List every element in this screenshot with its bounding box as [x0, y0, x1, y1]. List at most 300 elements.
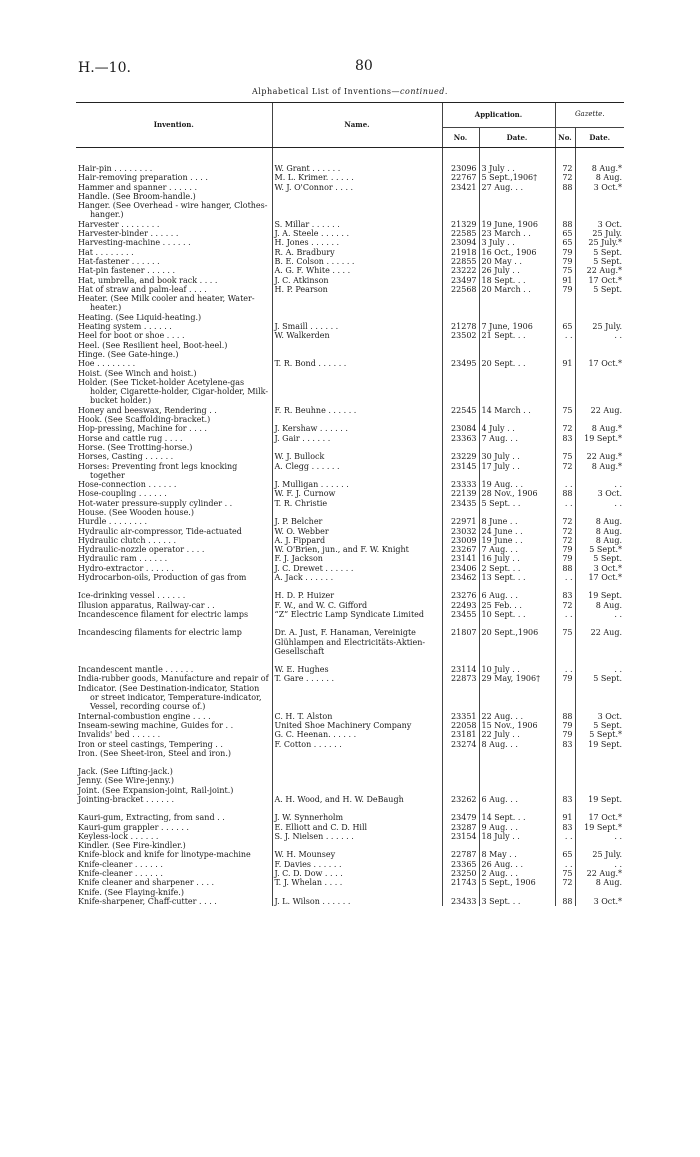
invention-text: Indicator. (See Destination-indicator, Station or street indicator, Temperature-indicator, Vessel, recording course of.) — [78, 683, 262, 712]
invention-cell — [76, 173, 272, 182]
app-date-cell — [479, 313, 555, 322]
app-date-cell — [479, 415, 555, 424]
gazette-number-cell: 88 — [555, 564, 575, 573]
app-number-cell — [442, 369, 479, 378]
gazette-date-cell — [575, 508, 624, 517]
gazette-number-cell: 91 — [555, 359, 575, 368]
gazette-number-cell: 65 — [555, 229, 575, 238]
spacer-cell — [575, 758, 624, 767]
app-number-cell: 23365 — [442, 860, 479, 869]
gazette-number-cell: 83 — [555, 591, 575, 600]
app-number-cell: 23154 — [442, 832, 479, 841]
name-cell: C. H. T. Alston — [272, 712, 442, 721]
table-row — [76, 665, 624, 674]
app-date-cell: 24 June . . — [479, 527, 555, 536]
app-date-cell: 19 June, 1906 — [479, 220, 555, 229]
invention-cell — [76, 665, 272, 674]
gazette-number-cell: 72 — [555, 601, 575, 610]
spacer-cell — [555, 804, 575, 813]
invention-text: Hose-connection . . . . . . — [78, 480, 177, 490]
app-date-cell — [479, 508, 555, 517]
table-row — [76, 341, 624, 350]
col-app-date: Date. — [479, 128, 555, 148]
app-number-cell: 23141 — [442, 554, 479, 563]
invention-text: Jointing-bracket . . . . . . — [78, 795, 174, 804]
gazette-date-cell: 3 Oct. — [575, 220, 624, 229]
table-row — [76, 721, 624, 730]
app-number-cell: 23229 — [442, 452, 479, 461]
gazette-number-cell: 72 — [555, 527, 575, 536]
invention-text: Knife-cleaner . . . . . . — [78, 869, 163, 879]
table-row — [76, 591, 624, 600]
name-cell: S. Millar . . . . . . — [272, 220, 442, 229]
gazette-date-cell: 19 Sept. — [575, 740, 624, 749]
gazette-date-cell — [575, 350, 624, 359]
name-cell: T. J. Whelan . . . . — [272, 878, 442, 887]
name-cell — [272, 888, 442, 897]
gazette-date-cell: 3 Oct.* — [575, 564, 624, 573]
app-number-cell — [442, 508, 479, 517]
app-date-cell: 14 March . . — [479, 406, 555, 415]
gazette-number-cell — [555, 776, 575, 785]
invention-text: Jack. (See Lifting-jack.) — [78, 767, 173, 777]
app-date-cell — [479, 888, 555, 897]
name-cell — [272, 415, 442, 424]
app-number-cell: 23462 — [442, 573, 479, 582]
app-number-cell — [442, 767, 479, 776]
table-row — [76, 350, 624, 359]
gazette-date-cell: . . — [575, 665, 624, 674]
gazette-number-cell: 83 — [555, 823, 575, 832]
gazette-date-cell: 25 July. — [575, 850, 624, 859]
app-date-cell: 18 July . . — [479, 832, 555, 841]
app-date-cell: 14 Sept. . . — [479, 813, 555, 822]
app-number-cell: 22873 — [442, 674, 479, 683]
app-number-cell — [442, 313, 479, 322]
app-number-cell: 23262 — [442, 795, 479, 804]
gazette-date-cell — [575, 841, 624, 850]
table-row — [76, 860, 624, 869]
gazette-number-cell — [555, 684, 575, 712]
table-row — [76, 527, 624, 536]
table-row — [76, 173, 624, 182]
app-number-cell: 23267 — [442, 545, 479, 554]
name-cell — [272, 378, 442, 406]
app-number-cell: 23287 — [442, 823, 479, 832]
table-row — [76, 415, 624, 424]
gazette-number-cell — [555, 508, 575, 517]
invention-cell — [76, 229, 272, 238]
app-number-cell: 23274 — [442, 740, 479, 749]
app-number-cell: 23455 — [442, 610, 479, 619]
app-number-cell: 23351 — [442, 712, 479, 721]
app-date-cell — [479, 767, 555, 776]
gazette-date-cell — [575, 341, 624, 350]
gazette-date-cell: 3 Oct. — [575, 712, 624, 721]
app-date-cell: 13 Sept. . . — [479, 573, 555, 582]
gazette-date-cell: 8 Aug. — [575, 878, 624, 887]
table-row — [76, 823, 624, 832]
invention-cell — [76, 452, 272, 461]
invention-text: Hydraulic air-compressor, Tide-actuated — [78, 526, 242, 536]
gazette-number-cell — [555, 369, 575, 378]
gazette-number-cell: 91 — [555, 813, 575, 822]
app-number-cell — [442, 684, 479, 712]
gazette-number-cell: . . — [555, 499, 575, 508]
gazette-date-cell: 22 Aug. — [575, 628, 624, 656]
invention-text: Knife-sharpener, Chaff-cutter . . . . — [78, 896, 217, 906]
gazette-number-cell — [555, 313, 575, 322]
invention-text: Jenny. (See Wire-jenny.) — [78, 776, 174, 786]
gazette-date-cell: 8 Aug. — [575, 601, 624, 610]
invention-text: Heel. (See Resilient heel, Boot-heel.) — [78, 340, 228, 350]
gazette-number-cell: 83 — [555, 795, 575, 804]
invention-text: Hammer and spanner . . . . . . — [78, 182, 197, 192]
app-number-cell: 22585 — [442, 229, 479, 238]
gazette-date-cell — [575, 776, 624, 785]
app-number-cell — [442, 749, 479, 758]
gazette-date-cell: . . — [575, 331, 624, 340]
gazette-number-cell: 75 — [555, 869, 575, 878]
app-number-cell — [442, 378, 479, 406]
invention-cell — [76, 415, 272, 424]
app-number-cell: 23222 — [442, 266, 479, 275]
table-row — [76, 285, 624, 294]
invention-text: Horses: Preventing front legs knocking together — [78, 461, 238, 480]
invention-text: Hose-coupling . . . . . . — [78, 489, 167, 499]
name-cell — [272, 749, 442, 758]
invention-cell — [76, 674, 272, 683]
invention-cell — [76, 350, 272, 359]
app-date-cell — [479, 841, 555, 850]
gazette-date-cell: 8 Aug.* — [575, 424, 624, 433]
app-number-cell: 21918 — [442, 248, 479, 257]
gazette-date-cell: 22 Aug.* — [575, 266, 624, 275]
invention-text: Hydro-extractor . . . . . . — [78, 563, 174, 573]
gazette-number-cell: 72 — [555, 878, 575, 887]
invention-cell — [76, 897, 272, 906]
gazette-date-cell: 25 July. — [575, 229, 624, 238]
invention-cell — [76, 749, 272, 758]
gazette-number-cell: 65 — [555, 850, 575, 859]
spacer-cell — [442, 619, 479, 628]
gazette-date-cell: 19 Sept.* — [575, 434, 624, 443]
table-row — [76, 897, 624, 906]
app-date-cell: 30 July . . — [479, 452, 555, 461]
gazette-number-cell: 79 — [555, 545, 575, 554]
gazette-number-cell: 88 — [555, 712, 575, 721]
invention-cell — [76, 266, 272, 275]
table-row — [76, 888, 624, 897]
app-date-cell: 2 Sept. . . — [479, 564, 555, 573]
app-date-cell: 6 Aug. . . — [479, 591, 555, 600]
invention-text: Hat, umbrella, and book rack . . . . — [78, 275, 218, 285]
app-date-cell: 4 July . . — [479, 424, 555, 433]
gazette-date-cell: 19 Sept. — [575, 591, 624, 600]
invention-cell — [76, 860, 272, 869]
app-number-cell: 21807 — [442, 628, 479, 656]
invention-text: Kauri-gum, Extracting, from sand . . — [78, 813, 225, 823]
table-row — [76, 322, 624, 331]
app-date-cell: 22 Aug. . . — [479, 712, 555, 721]
name-cell: H. P. Pearson — [272, 285, 442, 294]
app-number-cell: 23502 — [442, 331, 479, 340]
invention-text: Honey and beeswax, Rendering . . — [78, 405, 217, 415]
invention-text: Knife-cleaner . . . . . . — [78, 859, 163, 869]
caption-continued: continued. — [400, 87, 448, 96]
app-date-cell — [479, 776, 555, 785]
spacer-cell — [575, 804, 624, 813]
gazette-number-cell: 91 — [555, 276, 575, 285]
app-date-cell: 8 June . . — [479, 517, 555, 526]
table-row — [76, 229, 624, 238]
gazette-number-cell: . . — [555, 832, 575, 841]
table-row — [76, 480, 624, 489]
gazette-number-cell: 88 — [555, 183, 575, 192]
gazette-number-cell — [555, 841, 575, 850]
gazette-number-cell: 88 — [555, 489, 575, 498]
name-cell: “Z” Electric Lamp Syndicate Limited — [272, 610, 442, 619]
gazette-date-cell — [575, 378, 624, 406]
page-number: 80 — [355, 58, 373, 74]
app-number-cell — [442, 341, 479, 350]
name-cell: F. Davies . . . . . . — [272, 860, 442, 869]
invention-text: Holder. (See Ticket-holder Acetylene-gas holder, Cigarette-holder, Cigar-holder, Milk-bucket holder.) — [78, 377, 269, 406]
app-date-cell: 5 Sept., 1906 — [479, 878, 555, 887]
app-date-cell: 10 Sept. . . — [479, 610, 555, 619]
table-row — [76, 238, 624, 247]
gazette-date-cell: . . — [575, 499, 624, 508]
invention-cell — [76, 684, 272, 712]
gazette-date-cell: 25 July. — [575, 322, 624, 331]
table-row — [76, 434, 624, 443]
app-number-cell — [442, 192, 479, 201]
app-number-cell: 23363 — [442, 434, 479, 443]
gazette-number-cell — [555, 415, 575, 424]
app-number-cell: 23497 — [442, 276, 479, 285]
name-cell: A. G. F. White . . . . — [272, 266, 442, 275]
invention-cell — [76, 148, 272, 174]
gazette-date-cell — [575, 415, 624, 424]
app-number-cell — [442, 350, 479, 359]
name-cell — [272, 369, 442, 378]
gazette-number-cell: . . — [555, 573, 575, 582]
gazette-number-cell — [555, 341, 575, 350]
gazette-number-cell — [555, 888, 575, 897]
invention-cell — [76, 285, 272, 294]
gazette-number-cell: 72 — [555, 462, 575, 481]
gazette-number-cell — [555, 378, 575, 406]
app-date-cell: 20 March . . — [479, 285, 555, 294]
invention-text: Hydraulic clutch . . . . . . — [78, 535, 177, 545]
app-number-cell: 23479 — [442, 813, 479, 822]
spacer-cell — [479, 804, 555, 813]
app-date-cell: 15 Nov., 1906 — [479, 721, 555, 730]
gazette-number-cell — [555, 201, 575, 220]
invention-cell — [76, 499, 272, 508]
invention-cell — [76, 480, 272, 489]
name-cell — [272, 201, 442, 220]
app-date-cell: 20 May . . — [479, 257, 555, 266]
gazette-number-cell: . . — [555, 665, 575, 674]
invention-text: Heating system . . . . . . — [78, 322, 172, 332]
invention-cell — [76, 628, 272, 656]
app-date-cell: 9 Aug. . . — [479, 823, 555, 832]
invention-cell — [76, 573, 272, 582]
app-number-cell: 23096 — [442, 148, 479, 174]
invention-cell — [76, 776, 272, 785]
app-date-cell: 22 July . . — [479, 730, 555, 739]
name-cell: F. Cotton . . . . . . — [272, 740, 442, 749]
name-cell: J. Kershaw . . . . . . — [272, 424, 442, 433]
invention-text: Hat-pin fastener . . . . . . — [78, 266, 176, 276]
gazette-date-cell: 5 Sept. — [575, 674, 624, 683]
gazette-date-cell: 3 Oct.* — [575, 183, 624, 192]
table-row — [76, 730, 624, 739]
name-cell — [272, 341, 442, 350]
invention-cell — [76, 248, 272, 257]
app-date-cell — [479, 786, 555, 795]
spacer-cell — [479, 582, 555, 591]
spacer-cell — [272, 656, 442, 665]
app-date-cell: 26 Aug. . . — [479, 860, 555, 869]
invention-text: Incandescence filament for electric lamps — [78, 609, 249, 619]
invention-cell — [76, 564, 272, 573]
gazette-number-cell: 72 — [555, 536, 575, 545]
spacer-row — [76, 656, 624, 665]
gazette-date-cell: 5 Sept. — [575, 721, 624, 730]
invention-cell — [76, 832, 272, 841]
document-reference: H.—10. — [78, 60, 131, 76]
gazette-number-cell: 88 — [555, 897, 575, 906]
invention-text: Ice-drinking vessel . . . . . . — [78, 591, 186, 601]
app-number-cell: 22493 — [442, 601, 479, 610]
invention-cell — [76, 313, 272, 322]
gazette-date-cell: 17 Oct.* — [575, 573, 624, 582]
name-cell — [272, 841, 442, 850]
table-row — [76, 554, 624, 563]
invention-text: Iron or steel castings, Tempering . . — [78, 739, 223, 749]
name-cell: A. Jack . . . . . . — [272, 573, 442, 582]
table-row — [76, 545, 624, 554]
table-row — [76, 740, 624, 749]
app-date-cell: 10 July . . — [479, 665, 555, 674]
name-cell: W. H. Mounsey — [272, 850, 442, 859]
gazette-number-cell: 72 — [555, 424, 575, 433]
app-date-cell — [479, 749, 555, 758]
invention-text: Hat-fastener . . . . . . — [78, 256, 160, 266]
name-cell: J. W. Synnerholm — [272, 813, 442, 822]
invention-text: Hydrocarbon-oils, Production of gas from — [78, 573, 247, 583]
gazette-number-cell: 75 — [555, 266, 575, 275]
gazette-number-cell: 79 — [555, 721, 575, 730]
name-cell — [272, 776, 442, 785]
name-cell: R. A. Bradbury — [272, 248, 442, 257]
gazette-date-cell: 8 Aug. — [575, 536, 624, 545]
gazette-date-cell: . . — [575, 832, 624, 841]
name-cell: J. C. D. Dow . . . . — [272, 869, 442, 878]
name-cell: W. Walkerden — [272, 331, 442, 340]
app-number-cell — [442, 415, 479, 424]
table-row — [76, 489, 624, 498]
invention-cell — [76, 192, 272, 201]
invention-cell — [76, 850, 272, 859]
gazette-number-cell — [555, 294, 575, 313]
invention-text: Hair-removing preparation . . . . — [78, 173, 208, 183]
gazette-date-cell: 8 Aug. — [575, 173, 624, 182]
table-row — [76, 294, 624, 313]
app-date-cell — [479, 350, 555, 359]
col-gaz-no: No. — [555, 128, 575, 148]
app-date-cell: 20 Sept.,1906 — [479, 628, 555, 656]
spacer-cell — [442, 582, 479, 591]
invention-text: Hinge. (See Gate-hinge.) — [78, 349, 179, 359]
name-cell: W. O'Brien, jun., and F. W. Knight — [272, 545, 442, 554]
table-row — [76, 813, 624, 822]
spacer-cell — [442, 758, 479, 767]
spacer-row — [76, 758, 624, 767]
app-number-cell — [442, 786, 479, 795]
invention-text: Invalids' bed . . . . . . — [78, 730, 161, 740]
name-cell: W. J. O'Connor . . . . — [272, 183, 442, 192]
gazette-number-cell: 79 — [555, 285, 575, 294]
app-date-cell: 20 Sept. . . — [479, 359, 555, 368]
gazette-date-cell — [575, 443, 624, 452]
app-date-cell: 6 Aug. . . — [479, 795, 555, 804]
invention-text: Harvesting-machine . . . . . . — [78, 238, 191, 248]
table-row — [76, 517, 624, 526]
gazette-date-cell: 17 Oct.* — [575, 359, 624, 368]
gazette-date-cell: 17 Oct.* — [575, 813, 624, 822]
invention-text: Joint. (See Expansion-joint, Rail-joint.) — [78, 785, 234, 795]
spacer-cell — [272, 582, 442, 591]
invention-cell — [76, 359, 272, 368]
spacer-cell — [479, 619, 555, 628]
name-cell: J. A. Steele . . . . . . — [272, 229, 442, 238]
name-cell: Dr. A. Just, F. Hanaman, Vereinigte Glühlampen and Electricitäts-Aktien-Gesellschaft — [272, 628, 442, 656]
table-row — [76, 776, 624, 785]
app-number-cell — [442, 776, 479, 785]
gazette-date-cell: 8 Aug.* — [575, 462, 624, 481]
app-date-cell: 21 Sept. . . — [479, 331, 555, 340]
gazette-date-cell: 3 Oct. — [575, 489, 624, 498]
gazette-date-cell: 5 Sept. — [575, 285, 624, 294]
table-row — [76, 610, 624, 619]
table-row — [76, 443, 624, 452]
invention-cell — [76, 795, 272, 804]
name-cell: J. C. Drewet . . . . . . — [272, 564, 442, 573]
col-invention: Invention. — [76, 103, 272, 148]
spacer-cell — [76, 582, 272, 591]
table-caption — [0, 87, 700, 96]
invention-text: Inseam-sewing machine, Guides for . . — [78, 720, 234, 730]
app-number-cell: 23406 — [442, 564, 479, 573]
spacer-cell — [272, 619, 442, 628]
invention-text: Hoe . . . . . . . . — [78, 359, 136, 369]
invention-cell — [76, 517, 272, 526]
gazette-date-cell — [575, 767, 624, 776]
gazette-date-cell: 8 Aug.* — [575, 148, 624, 174]
gazette-date-cell: 19 Sept.* — [575, 823, 624, 832]
invention-cell — [76, 601, 272, 610]
name-cell: W. J. Bullock — [272, 452, 442, 461]
gazette-number-cell — [555, 350, 575, 359]
invention-text: Horses, Casting . . . . . . — [78, 452, 174, 462]
app-date-cell: 8 May . . — [479, 850, 555, 859]
app-number-cell — [442, 888, 479, 897]
table-row — [76, 536, 624, 545]
gazette-number-cell: 75 — [555, 406, 575, 415]
